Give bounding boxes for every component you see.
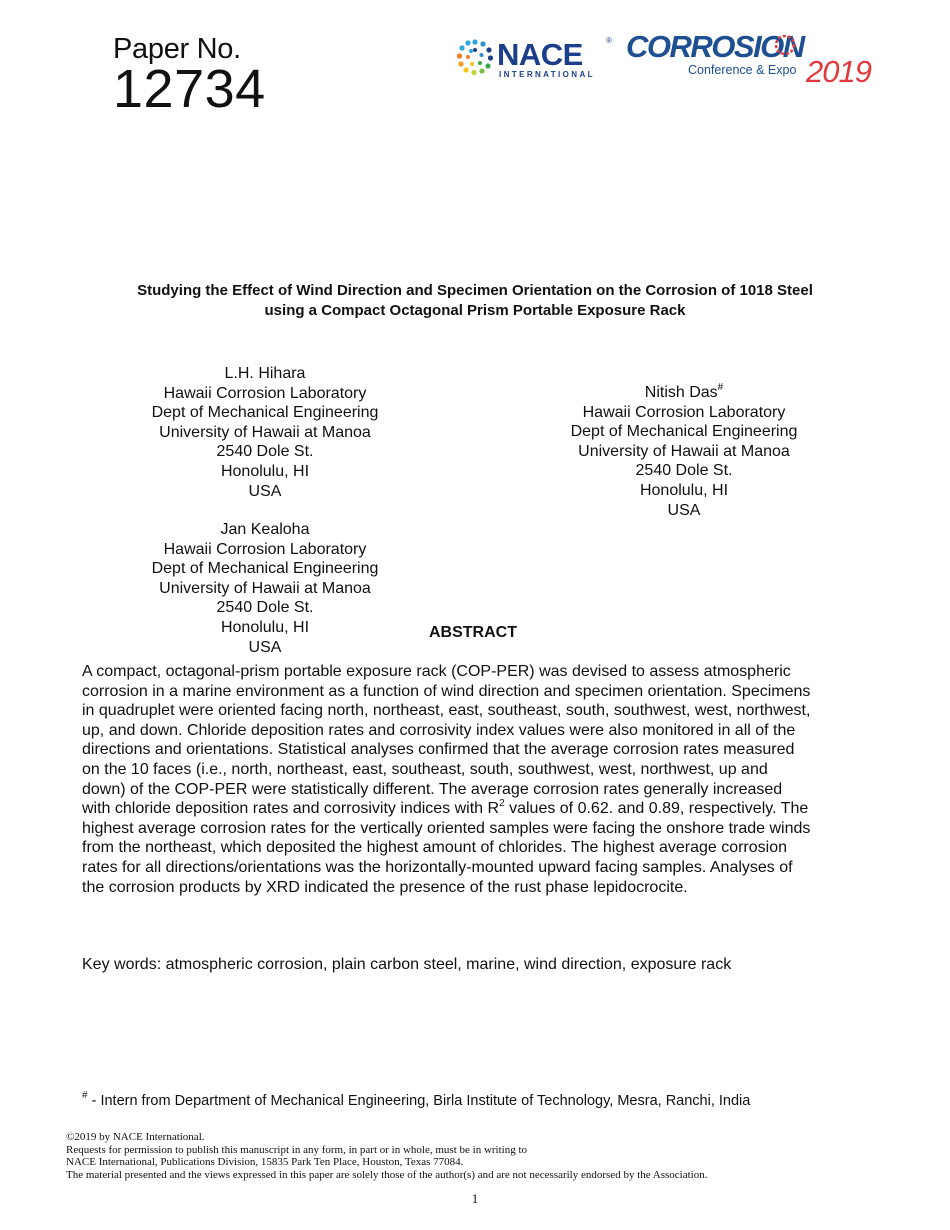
author-affiliation-line: Dept of Mechanical Engineering — [151, 404, 379, 422]
abstract-body — [82, 662, 882, 897]
title-line-1: Studying the Effect of Wind Direction and Specimen Orientation on the Corrosion of 1018 Steel — [137, 282, 813, 299]
copyright-line: ©2019 by NACE International. — [66, 1131, 205, 1143]
author-affiliation-line: University of Hawaii at Manoa — [159, 579, 371, 597]
author-affiliation-line: Dept of Mechanical Engineering — [151, 560, 379, 578]
abstract-line: directions and orientations. Statistical analyses confirmed that the average corrosion rates measured — [82, 741, 795, 759]
copyright-line: NACE International, Publications Division, 15835 Park Ten Place, Houston, Texas 77084. — [66, 1156, 464, 1169]
author-affiliation-line: Hawaii Corrosion Laboratory — [163, 384, 367, 402]
abstract-heading: ABSTRACT — [429, 624, 517, 641]
author-affiliation-line: 2540 Dole St. — [216, 443, 314, 461]
abstract-line-r2 — [82, 799, 882, 819]
copyright-notice — [66, 1131, 707, 1181]
author-name-row — [534, 383, 834, 403]
title-line-2: using a Compact Octagonal Prism Portable Exposure Rack — [264, 302, 686, 319]
author-affiliation-line: USA — [248, 482, 282, 500]
paper-number: 12734 — [113, 59, 266, 119]
page-number: 1 — [471, 1191, 479, 1206]
footnote-text: - Intern from Department of Mechanical Engineering, Birla Institute of Technology, Mesra, Ranchi, India — [87, 1093, 751, 1109]
author-affiliation-line: University of Hawaii at Manoa — [578, 442, 790, 460]
abstract-line: rates for all directions/orientations was the horizontally-mounted upward facing samples. Analyses of — [82, 858, 793, 876]
conference-expo-label: Conference & Expo — [688, 63, 797, 77]
footnote-mark: # — [82, 1090, 88, 1101]
author-affiliation-line: Dept of Mechanical Engineering — [570, 423, 798, 441]
nace-subtitle: INTERNATIONAL — [499, 70, 595, 79]
abstract-line: up, and down. Chloride deposition rates and corrosivity index values were also monitored in all of the — [82, 721, 796, 739]
abstract-line: highest average corrosion rates for the vertically oriented samples were facing the onshore trade winds — [82, 819, 811, 837]
author-affiliation-line: University of Hawaii at Manoa — [159, 423, 371, 441]
nace-registered-mark: ® — [606, 36, 612, 45]
abstract-line: corrosion in a marine environment as a function of wind direction and specimen orientation. Specimens — [82, 682, 811, 700]
abstract-line: on the 10 faces (i.e., north, northeast, east, southeast, south, southwest, west, northwest, up and — [82, 760, 768, 778]
r2-superscript: 2 — [499, 798, 505, 810]
footnote — [82, 1091, 750, 1111]
keywords: Key words: atmospheric corrosion, plain carbon steel, marine, wind direction, exposure rack — [82, 956, 732, 973]
nace-wordmark: NACE — [497, 37, 583, 72]
paper-label: Paper No. — [113, 33, 241, 65]
abstract-line: A compact, octagonal-prism portable exposure rack (COP-PER) was devised to assess atmospheric — [82, 663, 791, 680]
author-block-das — [534, 383, 834, 520]
author-affiliation-line: Honolulu, HI — [639, 481, 729, 499]
author-name: Nitish Das — [644, 384, 718, 401]
corrosion-wordmark: CORROSION — [626, 30, 804, 64]
author-affiliation-line: USA — [667, 501, 701, 519]
copyright-line: The material presented and the views expressed in this paper are solely those of the author(s) and are not necessarily endorsed by the Association. — [66, 1168, 708, 1181]
author-affiliation-line: Honolulu, HI — [220, 462, 310, 480]
author-affiliation-line: Hawaii Corrosion Laboratory — [582, 403, 786, 421]
nace-globe-icon — [457, 39, 493, 75]
author-block-kealoha — [115, 520, 415, 657]
author-affiliation-line: Honolulu, HI — [220, 618, 310, 636]
year-2019: 2019 — [806, 54, 871, 88]
abstract-line: in quadruplet were oriented facing north, northeast, east, southeast, south, southwest, west, northwest, — [82, 702, 811, 720]
r2-text-before: with chloride deposition rates and corrosivity indices with R — [82, 800, 500, 818]
abstract-line: the corrosion products by XRD indicated the presence of the rust phase lepidocrocite. — [82, 878, 688, 896]
footnote-mark: # — [717, 382, 724, 393]
author-affiliation-line: Hawaii Corrosion Laboratory — [163, 540, 367, 558]
abstract-line: down) of the COP-PER were statistically different. The average corrosion rates generally increased — [82, 780, 783, 798]
author-block-hihara — [115, 364, 415, 501]
nace-logo — [453, 33, 618, 81]
copyright-line: Requests for permission to publish this manuscript in any form, in part or in whole, must be in writing to — [66, 1143, 528, 1156]
author-name: Jan Kealoha — [220, 521, 310, 538]
author-affiliation-line: 2540 Dole St. — [635, 462, 733, 480]
corrosion-2019-logo — [624, 30, 886, 88]
author-affiliation-line: 2540 Dole St. — [216, 599, 314, 617]
author-affiliation-line: USA — [248, 638, 282, 656]
r2-text-after: values of 0.62. and 0.89, respectively. The — [504, 800, 809, 818]
abstract-line: from the northeast, which deposited the highest amount of chlorides. The highest average corrosion — [82, 839, 788, 857]
author-name: L.H. Hihara — [224, 365, 306, 382]
paper-title — [60, 281, 890, 321]
